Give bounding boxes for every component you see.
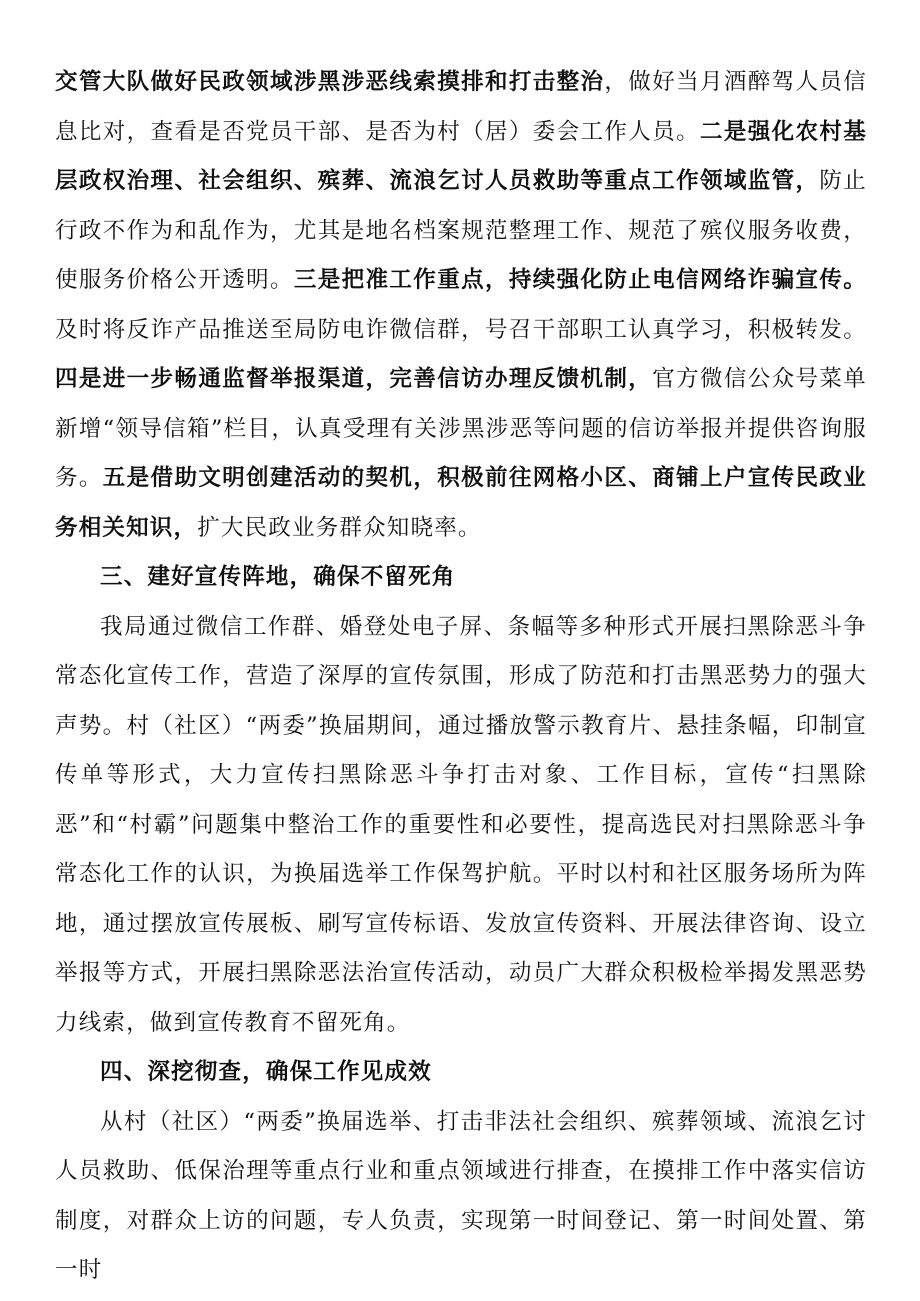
emphasis-run: 三是把准工作重点，持续强化防止电信网络诈骗宣传。 <box>293 267 867 293</box>
emphasis-run: 交管大队做好民政领域涉黑涉恶线索摸排和打击整治 <box>55 69 605 95</box>
text-run: ，做好当月酒醉驾人员信息比对，查看是否党员干部、是否为村（居）委会工作人员。 <box>55 69 867 145</box>
paragraph-continuation <box>55 58 867 553</box>
document-page <box>55 58 867 1296</box>
emphasis-run: 五是借助文明创建活动的契机，积极前往网格小区、商铺上户宣传民政业务相关知识， <box>55 465 867 541</box>
text-run: 官方微信公众号菜单新增“领导信箱”栏目，认真受理有关涉黑涉恶等问题的信访举报并提供咨询服务。 <box>55 366 867 491</box>
section-4-heading: 四、深挖彻查，确保工作见成效 <box>100 1059 432 1085</box>
emphasis-run: 四是进一步畅通监督举报渠道，完善信访办理反馈机制， <box>55 366 653 392</box>
section-3-heading: 三、建好宣传阵地，确保不留死角 <box>100 564 456 590</box>
emphasis-run: 二是强化农村基层政权治理、社会组织、殡葬、流浪乞讨人员救助等重点工作领域监管， <box>55 118 867 194</box>
section-3-body: 我局通过微信工作群、婚登处电子屏、条幅等多种形式开展扫黑除恶斗争常态化宣传工作，营造了深厚的宣传氛围，形成了防范和打击黑恶势力的强大声势。村（社区）“两委”换届期间，通过播放警示教育片、悬挂条幅，印制宣传单等形式，大力宣传扫黑除恶斗争打击对象、工作目标，宣传“扫黑除恶”和“村霸”问题集中整治工作的重要性和必要性，提高选民对扫黑除恶斗争常态化工作的认识，为换届选举工作保驾护航。平时以村和社区服务场所为阵地，通过摆放宣传展板、刷写宣传标语、发放宣传资料、开展法律咨询、设立举报等方式，开展扫黑除恶法治宣传活动，动员广大群众积极检举揭发黑恶势力线索，做到宣传教育不留死角。 <box>55 613 867 1036</box>
text-run: 扩大民政业务群众知晓率。 <box>197 514 482 541</box>
text-run: 及时将反诈产品推送至局防电诈微信群，号召干部职工认真学习，积极转发。 <box>55 316 867 343</box>
section-4-body: 从村（社区）“两委”换届选举、打击非法社会组织、殡葬领域、流浪乞讨人员救助、低保治理等重点行业和重点领域进行排查，在摸排工作中落实信访制度，对群众上访的问题，专人负责，实现第一时间登记、第一时间处置、第一时 <box>55 1108 867 1283</box>
text-run: 防止行政不作为和乱作为，尤其是地名档案规范整理工作、规范了殡仪服务收费，使服务价格公开透明。 <box>55 168 867 293</box>
